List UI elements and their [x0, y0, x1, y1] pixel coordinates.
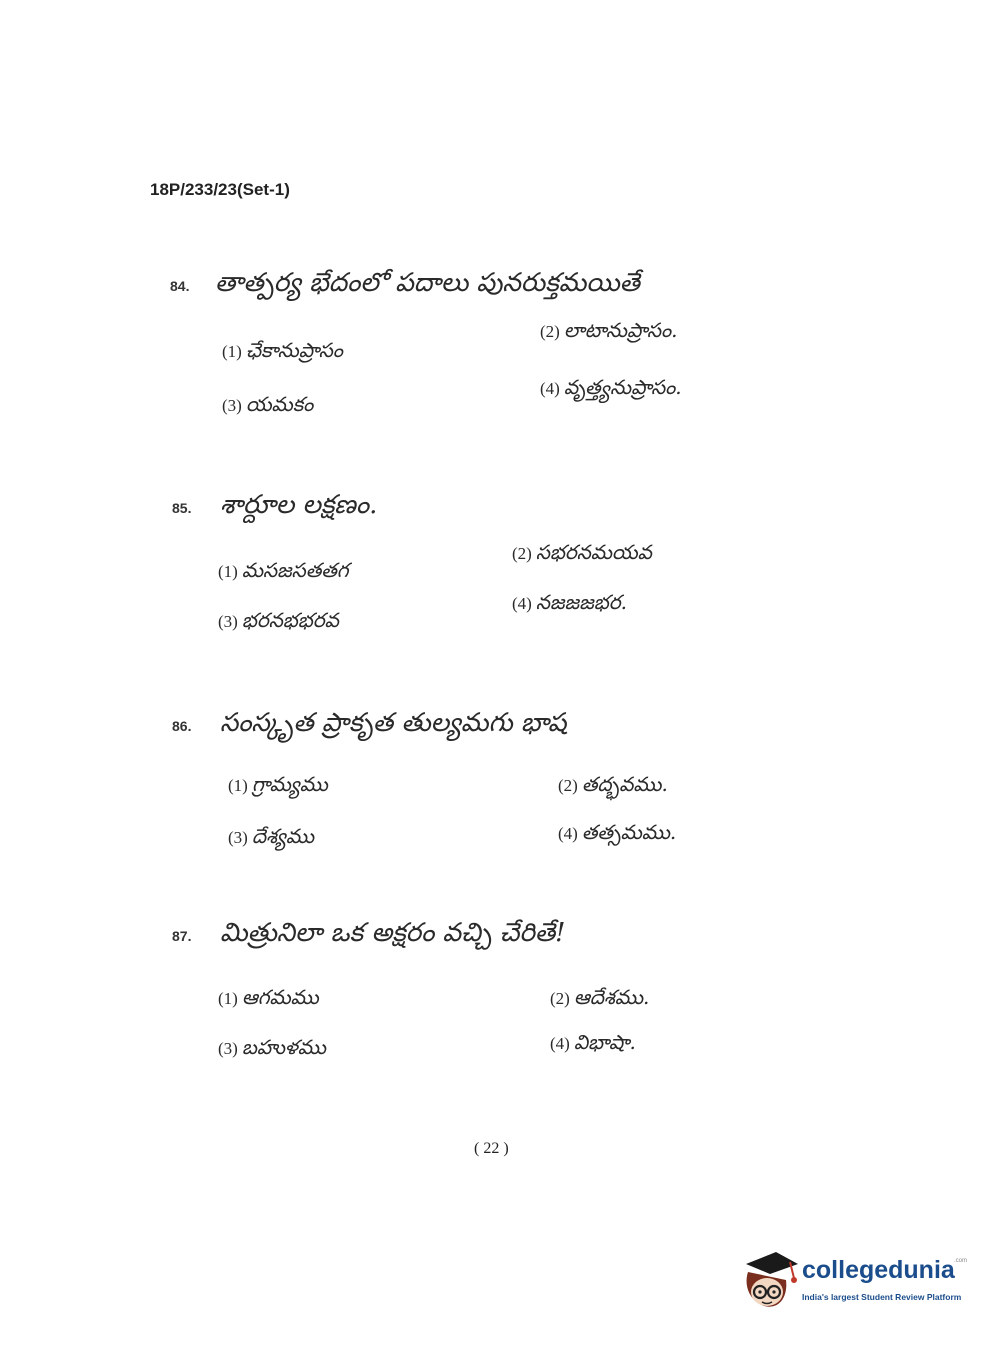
- option-number: (2): [512, 544, 532, 563]
- option-text: బహుళము: [241, 1035, 326, 1059]
- option-text: తద్భవము.: [581, 772, 668, 796]
- question-text: తాత్పర్య భేదంలో పదాలు పునరుక్తమయితే: [215, 268, 640, 298]
- option-number: (1): [218, 562, 238, 581]
- option-3: [222, 392, 313, 421]
- option-number: (4): [512, 594, 532, 613]
- option-text: భరనభభరవ: [241, 608, 339, 632]
- option-2: [558, 772, 668, 801]
- collegedunia-logo: [742, 1250, 972, 1312]
- question-number: 85.: [172, 500, 192, 516]
- question-number: 84.: [170, 278, 190, 294]
- option-1: [218, 558, 348, 587]
- option-number: (2): [558, 776, 578, 795]
- option-text: మసజసతతగ: [241, 558, 349, 582]
- option-text: విభాషా.: [573, 1030, 636, 1054]
- logo-domain: .com: [954, 1258, 968, 1264]
- option-text: వృత్త్యనుప్రాసం.: [563, 375, 682, 399]
- option-1: [218, 985, 319, 1014]
- option-number: (4): [550, 1034, 570, 1053]
- option-4: [540, 375, 682, 404]
- mascot-icon: [742, 1250, 800, 1312]
- option-3: [218, 1035, 326, 1064]
- option-text: ఆగమము: [241, 985, 319, 1009]
- logo-tagline: India's largest Student Review Platform: [802, 1292, 962, 1302]
- option-3: [218, 608, 339, 637]
- option-1: [222, 338, 343, 367]
- option-number: (1): [218, 989, 238, 1008]
- option-number: (1): [228, 776, 248, 795]
- option-number: (2): [550, 989, 570, 1008]
- option-number: (3): [218, 1039, 238, 1058]
- option-text: నజజజభర.: [535, 590, 627, 614]
- question-text: మిత్రునిలా ఒక అక్షరం వచ్చి చేరితే!: [220, 918, 566, 948]
- option-2: [540, 318, 678, 347]
- option-number: (3): [218, 612, 238, 631]
- question-number: 86.: [172, 718, 192, 734]
- option-text: దేశ్యము: [251, 824, 314, 848]
- option-text: సభరనమయవ: [535, 540, 652, 564]
- option-number: (3): [222, 396, 242, 415]
- option-4: [512, 590, 627, 619]
- option-2: [512, 540, 652, 569]
- option-4: [550, 1030, 636, 1059]
- option-text: యమకం: [245, 392, 314, 416]
- option-4: [558, 820, 676, 849]
- option-text: లాటానుప్రాసం.: [563, 318, 678, 342]
- option-number: (1): [222, 342, 242, 361]
- option-2: [550, 985, 649, 1014]
- question-text: సంస్కృత ప్రాకృత తుల్యమగు భాష: [220, 708, 567, 738]
- question-text: శార్దూల లక్షణం.: [220, 490, 378, 520]
- option-number: (2): [540, 322, 560, 341]
- option-text: తత్సమము.: [581, 820, 677, 844]
- option-number: (3): [228, 828, 248, 847]
- question-number: 87.: [172, 928, 192, 944]
- page-number: ( 22 ): [474, 1140, 509, 1157]
- option-number: (4): [558, 824, 578, 843]
- option-number: (4): [540, 379, 560, 398]
- page-code: 18P/233/23(Set-1): [150, 180, 290, 199]
- option-text: ఛేకానుప్రాసం: [245, 338, 343, 362]
- logo-name: collegedunia: [802, 1256, 955, 1284]
- option-text: ఆదేశము.: [573, 985, 650, 1009]
- option-text: గ్రామ్యము: [251, 772, 328, 796]
- option-1: [228, 772, 328, 801]
- option-3: [228, 824, 314, 853]
